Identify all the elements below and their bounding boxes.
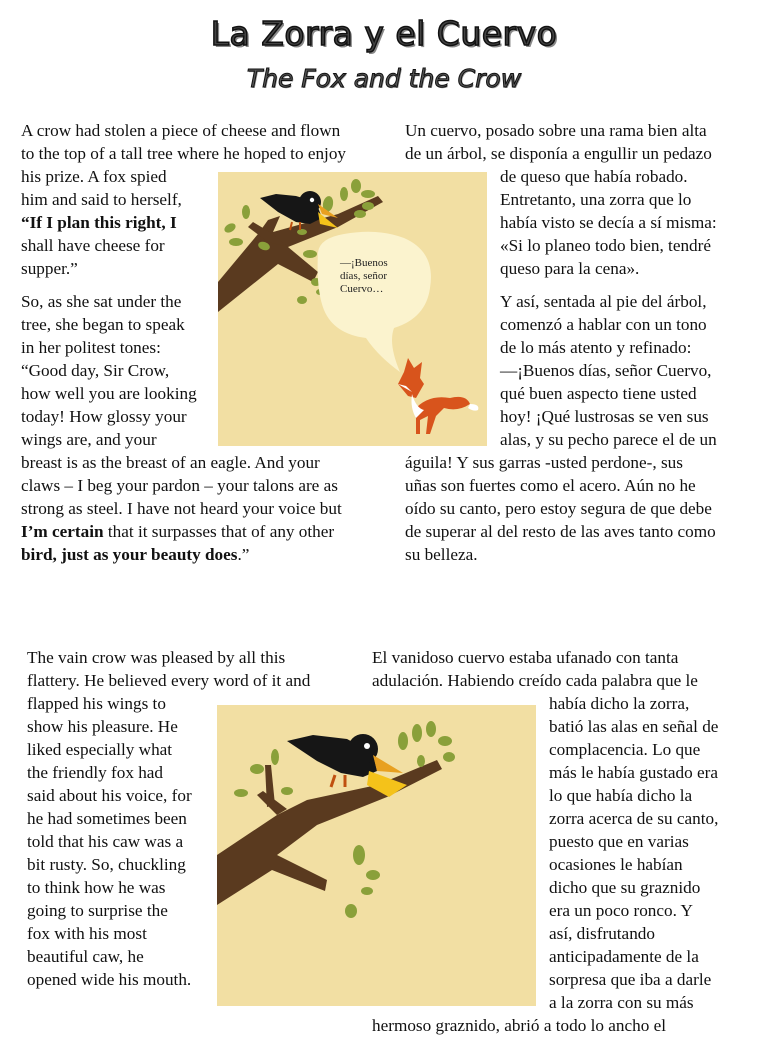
en-line: said about his voice, for — [27, 786, 192, 805]
illustration-crow-on-branch — [217, 705, 536, 1006]
es-line: Un cuervo, posado sobre una rama bien alta — [405, 121, 707, 140]
en-line: flattery. He believed every word of it and — [27, 671, 311, 690]
es-line: había visto se decía a sí misma: — [500, 213, 717, 232]
es-line: águila! Y sus garras -usted perdone-, sus — [405, 453, 683, 472]
en-line: he had sometimes been — [27, 809, 187, 828]
en-line: today! How glossy your — [21, 407, 187, 426]
en-line: breast is as the breast of an eagle. And your — [21, 453, 320, 472]
es-line: lo que había dicho la — [549, 786, 693, 805]
es-line: complacencia. Lo que — [549, 740, 701, 759]
es-line: ocasiones le habían — [549, 855, 683, 874]
en-line: him and said to herself, — [21, 190, 182, 209]
en-line: told that his caw was a — [27, 832, 184, 851]
en-line: opened wide his mouth. — [27, 970, 192, 989]
en-line: his prize. A fox spied — [21, 167, 167, 186]
en-line: “Good day, Sir Crow, — [21, 361, 170, 380]
en-line-bold: “If I plan this right, I — [21, 213, 177, 232]
es-line: Entretanto, una zorra que lo — [500, 190, 692, 209]
en-line: to think how he was — [27, 878, 166, 897]
en-line: beautiful caw, he — [27, 947, 144, 966]
es-line: «Si lo planeo todo bien, tendré — [500, 236, 711, 255]
en-line: bird, just as your beauty does.” — [21, 545, 250, 564]
page-title: La Zorra y el Cuervo — [210, 14, 558, 53]
es-line: más le había gustado era — [549, 763, 718, 782]
page-subtitle: The Fox and the Crow — [246, 64, 522, 93]
en-line: flapped his wings to — [27, 694, 166, 713]
en-line: to the top of a tall tree where he hoped to enjoy — [21, 144, 347, 163]
es-line: alas, y su pecho parece el de un — [500, 430, 717, 449]
es-line: comenzó a hablar con un tono — [500, 315, 707, 334]
en-line: A crow had stolen a piece of cheese and flown — [21, 121, 341, 140]
es-line: de un árbol, se disponía a engullir un pedazo — [405, 144, 712, 163]
es-line: su belleza. — [405, 545, 478, 564]
es-line-cut: hermoso graznido, abrió a todo lo ancho el — [372, 1016, 667, 1035]
es-line: puesto que en varias — [549, 832, 689, 851]
en-line: how well you are looking — [21, 384, 197, 403]
en-line: bit rusty. So, chuckling — [27, 855, 186, 874]
en-line: fox with his most — [27, 924, 147, 943]
es-line: batió las alas en señal de — [549, 717, 719, 736]
en-line: claws – I beg your pardon – your talons are as — [21, 476, 338, 495]
en-line: The vain crow was pleased by all this — [27, 648, 286, 667]
es-line: a la zorra con su más — [549, 993, 694, 1012]
es-line: oído su canto, pero estoy segura de que debe — [405, 499, 712, 518]
en-line: strong as steel. I have not heard your voice but — [21, 499, 342, 518]
es-line: dicho que su graznido — [549, 878, 701, 897]
en-line: I’m certain that it surpasses that of any other — [21, 522, 335, 541]
es-line: había dicho la zorra, — [549, 694, 690, 713]
es-line: adulación. Habiendo creído cada palabra que le — [372, 671, 698, 690]
en-line: So, as she sat under the — [21, 292, 182, 311]
en-line: the friendly fox had — [27, 763, 164, 782]
es-line: anticipadamente de la — [549, 947, 699, 966]
es-line: qué buen aspecto tiene usted — [500, 384, 697, 403]
es-line: así, disfrutando — [549, 924, 655, 943]
es-line: de lo más atento y refinado: — [500, 338, 692, 357]
es-line: sorpresa que iba a darle — [549, 970, 712, 989]
en-line: supper.” — [21, 259, 78, 278]
es-line: de superar al del resto de las aves tanto como — [405, 522, 716, 541]
es-line: queso para la cena». — [500, 259, 640, 278]
es-line: hoy! ¡Qué lustrosas se ven sus — [500, 407, 709, 426]
en-line: liked especially what — [27, 740, 173, 759]
en-line: tree, she began to speak — [21, 315, 185, 334]
en-line: going to surprise the — [27, 901, 168, 920]
es-line: era un poco ronco. Y — [549, 901, 693, 920]
es-line: Y así, sentada al pie del árbol, — [500, 292, 707, 311]
es-line: de queso que había robado. — [500, 167, 688, 186]
es-line: El vanidoso cuervo estaba ufanado con tanta — [372, 648, 679, 667]
es-line: —¡Buenos días, señor Cuervo, — [500, 361, 712, 380]
illustration-crow-and-fox — [218, 172, 487, 446]
en-line: in her politest tones: — [21, 338, 161, 357]
en-line: wings are, and your — [21, 430, 157, 449]
speech-bubble-text: —¡Buenos días, señor Cuervo… — [340, 257, 388, 295]
en-line: shall have cheese for — [21, 236, 165, 255]
en-line: show his pleasure. He — [27, 717, 178, 736]
es-line: uñas son fuertes como el acero. Aún no he — [405, 476, 696, 495]
es-line: zorra acerca de su canto, — [549, 809, 719, 828]
